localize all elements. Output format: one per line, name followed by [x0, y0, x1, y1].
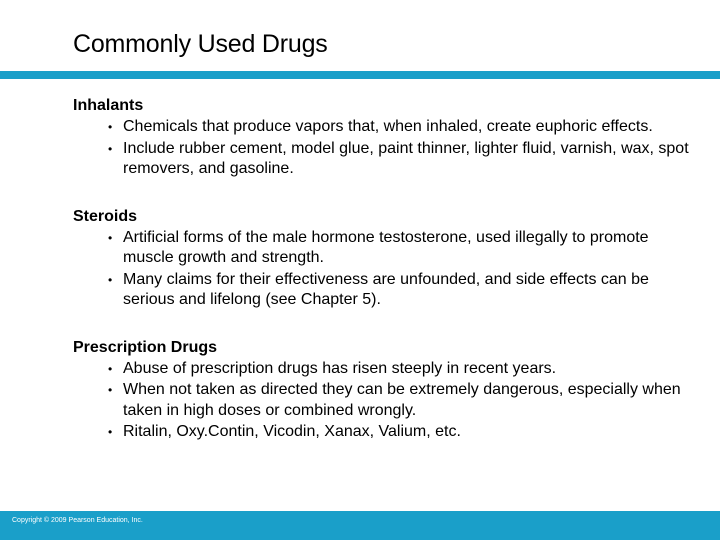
- bullet-item: [73, 422, 703, 443]
- bullet-icon: •: [108, 230, 113, 245]
- bullet-icon: •: [108, 120, 113, 134]
- bullet-list: [73, 359, 703, 443]
- section-prescription-drugs: [73, 337, 703, 443]
- bullet-text: Abuse of prescription drugs has risen steeply in recent years.: [123, 359, 557, 377]
- bullet-item: [73, 359, 703, 380]
- title-divider-bar: [0, 71, 720, 79]
- bullet-icon: •: [108, 272, 113, 287]
- copyright-text: Copyright © 2009 Pearson Education, Inc.: [12, 517, 143, 524]
- bullet-text: Many claims for their effectiveness are unfounded, and side effects can be serious and lifelong (see Chapter 5).: [123, 270, 649, 308]
- bullet-item: [73, 139, 703, 180]
- bullet-list: [73, 228, 703, 311]
- bullet-icon: •: [108, 361, 113, 376]
- slide-title: Commonly Used Drugs: [73, 30, 328, 58]
- bullet-icon: •: [108, 383, 113, 397]
- section-inhalants: [73, 95, 703, 180]
- bullet-text: Chemicals that produce vapors that, when inhaled, create euphoric effects.: [123, 118, 653, 135]
- footer-bar: [0, 511, 720, 540]
- bullet-item: [73, 270, 703, 311]
- section-heading: Inhalants: [73, 97, 144, 114]
- bullet-text: Ritalin, Oxy.Contin, Vicodin, Xanax, Valium, etc.: [123, 423, 461, 440]
- section-steroids: [73, 206, 703, 311]
- bullet-text: Artificial forms of the male hormone testosterone, used illegally to promote muscle growth and strength.: [123, 228, 649, 266]
- bullet-icon: •: [108, 141, 113, 156]
- bullet-text: Include rubber cement, model glue, paint thinner, lighter fluid, varnish, wax, spot removers, and gasoline.: [123, 139, 689, 177]
- bullet-icon: •: [108, 425, 113, 439]
- bullet-list: [73, 117, 703, 180]
- bullet-item: [73, 117, 703, 138]
- slide-content: [73, 95, 703, 469]
- bullet-item: [73, 228, 703, 269]
- bullet-item: [73, 380, 703, 421]
- bullet-text: When not taken as directed they can be extremely dangerous, especially when taken in high doses or combined wrongly.: [123, 381, 681, 419]
- section-heading: Steroids: [73, 207, 138, 225]
- section-heading: Prescription Drugs: [73, 338, 218, 356]
